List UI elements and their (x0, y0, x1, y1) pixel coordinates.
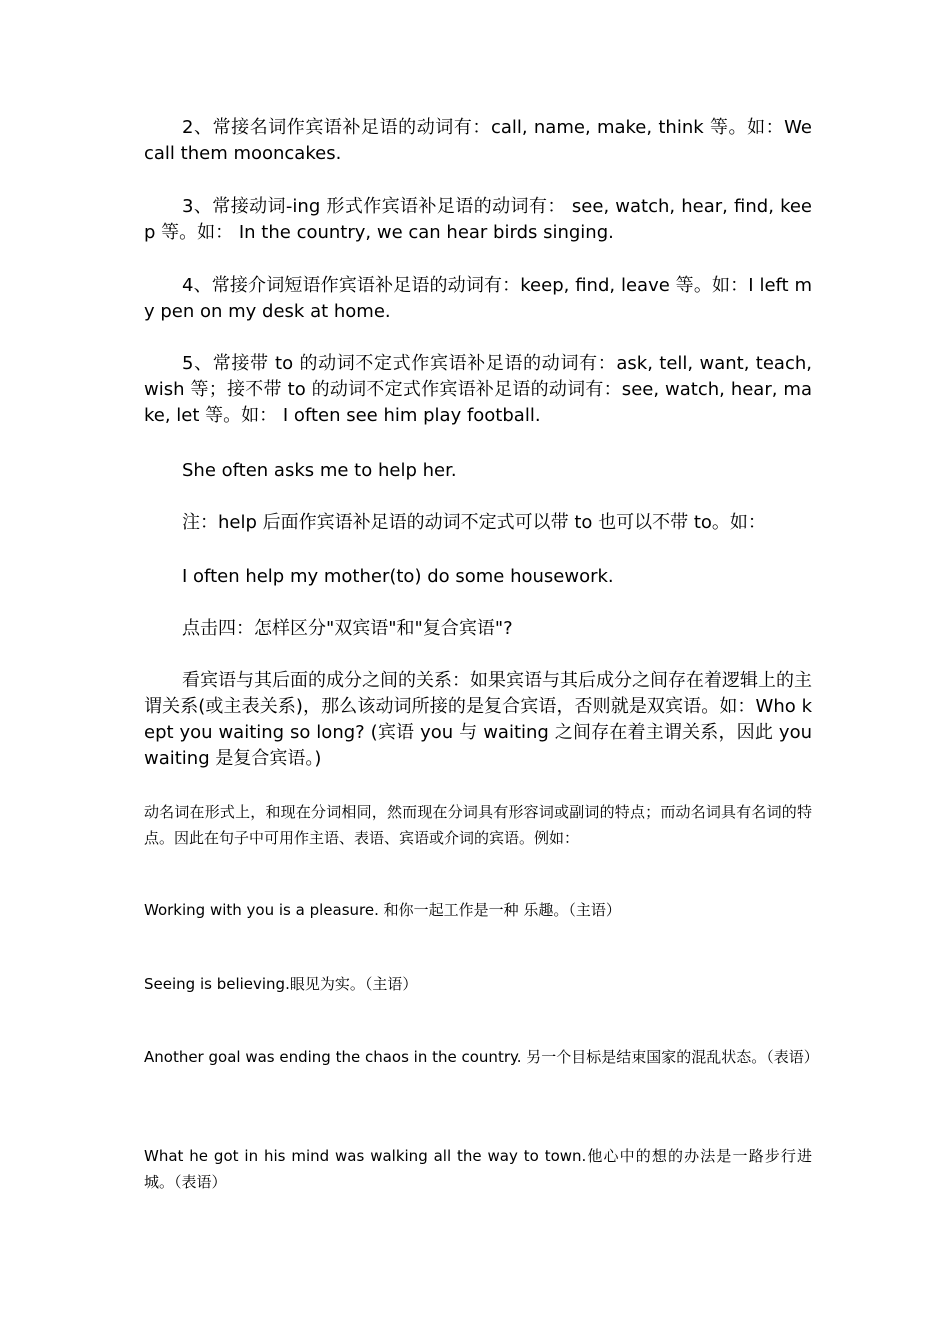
gerund-example: Another goal was ending the chaos in the country. 另一个目标是结束国家的混乱状态。（表语） (144, 1048, 819, 1066)
gerund-example: Seeing is believing.眼见为实。（主语） (144, 975, 418, 993)
example-help: I often help my mother(to) do some housework. (182, 566, 614, 587)
example-asks: She often asks me to help her. (182, 460, 457, 481)
gerund-example: Working with you is a pleasure. 和你一起工作是一种 乐趣。（主语） (144, 901, 621, 919)
paragraph-rule-4: 4、常接介词短语作宾语补足语的动词有：keep, find, leave 等。如：I left my pen on my desk at home. (144, 275, 812, 322)
point4-body: 看宾语与其后面的成分之间的关系：如果宾语与其后成分之间存在着逻辑上的主谓关系(或主表关系)，那么该动词所接的是复合宾语，否则就是双宾语。如：Who kept you waiting so long? (宾语 you 与 waiting 之间存在着主谓关系，因此 you waiting 是复合宾语。) (144, 670, 812, 769)
gerund-example: What he got in his mind was walking all the way to town.他心中的想的办法是一路步行进城。（表语） (144, 1147, 812, 1191)
point4-heading: 点击四：怎样区分"双宾语"和"复合宾语"? (182, 618, 513, 639)
gerund-intro: 动名词在形式上，和现在分词相同，然而现在分词具有形容词或副词的特点；而动名词具有名词的特点。因此在句子中可用作主语、表语、宾语或介词的宾语。例如： (144, 803, 812, 847)
paragraph-rule-5: 5、常接带 to 的动词不定式作宾语补足语的动词有：ask, tell, want, teach, wish 等；接不带 to 的动词不定式作宾语补足语的动词有：see, watch, hear, make, let 等。如： I often see him play football. (144, 353, 812, 426)
paragraph-rule-3: 3、常接动词-ing 形式作宾语补足语的动词有： see, watch, hear, find, keep 等。如： In the country, we can hear birds singing. (144, 196, 812, 243)
note-help: 注：help 后面作宾语补足语的动词不定式可以带 to 也可以不带 to。如： (182, 512, 766, 533)
paragraph-rule-2: 2、常接名词作宾语补足语的动词有：call, name, make, think 等。如：We call them mooncakes. (144, 117, 812, 164)
